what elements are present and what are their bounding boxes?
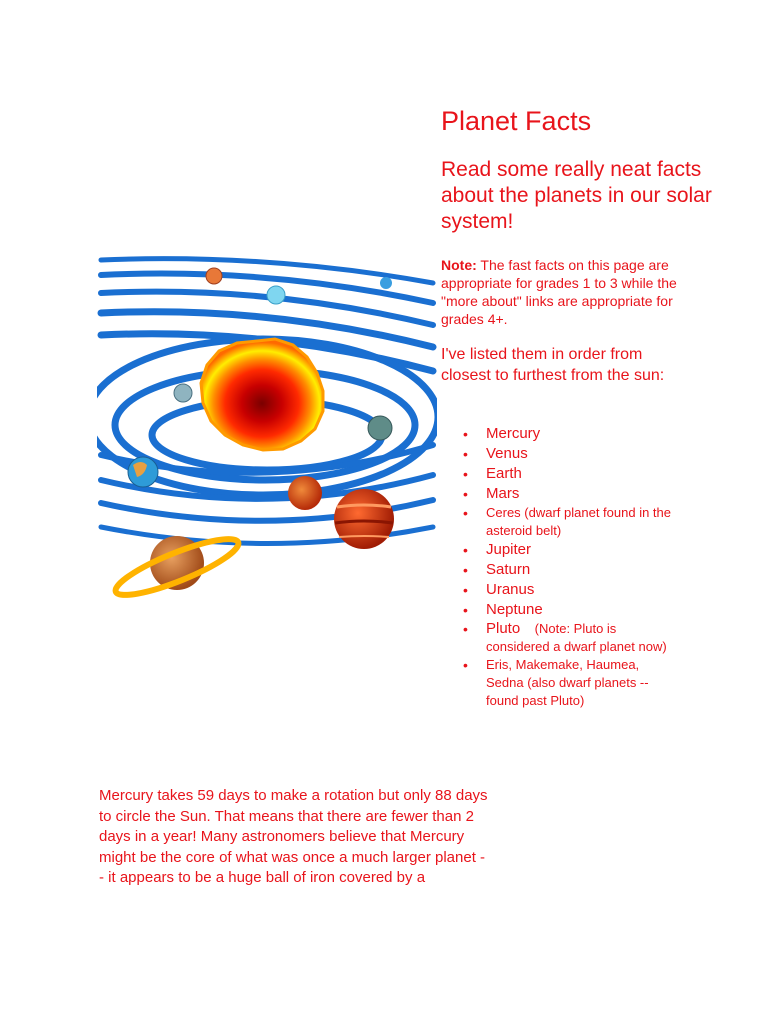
sun-icon [201,339,323,450]
planet-icon [174,384,192,402]
list-item: • Earth [462,464,677,484]
list-item: • Ceres (dwarf planet found in the asteroid belt) [462,504,677,540]
list-item: • Mercury [462,424,677,444]
note-text: The fast facts on this page are appropriate for grades 1 to 3 while the "more about" links are appropriate for grades 4+. [441,257,677,327]
planet-icon [267,286,285,304]
note-label: Note: [441,257,477,273]
solar-system-illustration [97,245,437,605]
grade-note [441,256,701,328]
planet-note: (Note: Pluto is considered a dwarf planet now) [486,621,667,654]
page-subtitle: Read some really neat facts about the planets in our solar system! [441,158,712,233]
list-item: • Mars [462,484,677,504]
list-item: • Venus [462,444,677,464]
planet-icon [206,268,222,284]
saturn-icon [111,529,244,604]
list-item: • Jupiter [462,540,677,560]
mercury-fact-paragraph: Mercury takes 59 days to make a rotation but only 88 days to circle the Sun. That means that there are fewer than 2 days in a year! Many astronomers believe that Mercury might be the core of what was once a much larger planet -- it appears to be a huge ball of iron covered by a [99,787,488,886]
planet-list [462,424,677,710]
planet-name: Pluto [486,620,521,637]
planet-icon [368,416,392,440]
list-item: • Neptune [462,600,677,620]
planet-list-intro: I've listed them in order from closest to furthest from the sun: [441,346,665,384]
list-item [462,620,677,656]
planet-icon [380,277,392,289]
list-item: • Eris, Makemake, Haumea, Sedna (also dwarf planets -- found past Pluto) [462,656,677,710]
jupiter-icon [334,489,394,549]
page-title: Planet Facts [441,106,592,136]
earth-icon [128,457,158,487]
list-item: • Uranus [462,580,677,600]
mars-icon [288,476,322,510]
list-item: • Saturn [462,560,677,580]
